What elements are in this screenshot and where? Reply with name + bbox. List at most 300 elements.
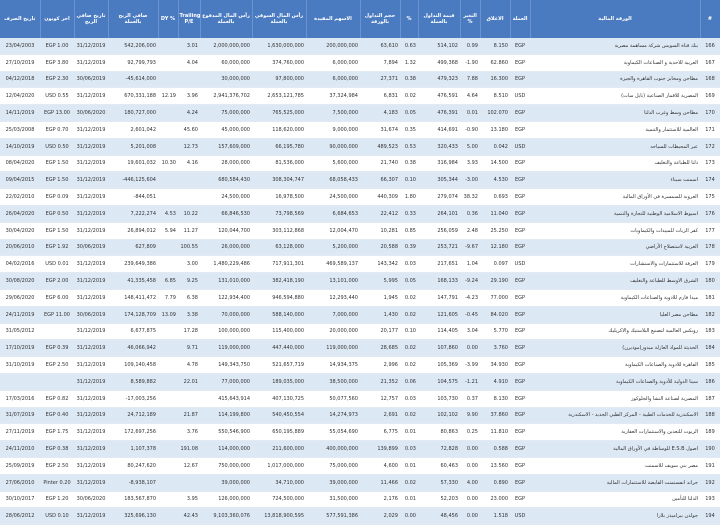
cell-paid-cap: 2,941,376,702 (200, 88, 252, 105)
cell-idx: 168 (700, 71, 720, 88)
table-row[interactable] (0, 457, 720, 474)
table-row[interactable] (0, 491, 720, 508)
cell-chg: 0.00 (460, 508, 480, 525)
cell-value: 256,059 (418, 222, 460, 239)
cell-idx: 177 (700, 222, 720, 239)
cell-profit: 46,066,942 (108, 340, 158, 357)
table-row[interactable] (0, 424, 720, 441)
cell-profit-date: 31/12/2019 (74, 121, 108, 138)
table-row[interactable] (0, 105, 720, 122)
cell-paid-cap: 750,000,000 (200, 457, 252, 474)
cell-pe (178, 474, 200, 491)
cell-dy (158, 138, 178, 155)
cell-mkt-cap: 81,536,000 (252, 155, 306, 172)
cell-idx: 167 (700, 54, 720, 71)
cell-paid-cap: 24,500,000 (200, 189, 252, 206)
cell-paid-cap: 114,000,000 (200, 441, 252, 458)
cell-dy (158, 340, 178, 357)
cell-profit-date: 31/12/2019 (74, 172, 108, 189)
cell-paid-cap: 9,103,360,076 (200, 508, 252, 525)
cell-mkt-cap: 724,500,000 (252, 491, 306, 508)
cell-dy (158, 508, 178, 525)
cell-close: 25.250 (480, 222, 510, 239)
cell-dy (158, 357, 178, 374)
cell-chg: 0.25 (460, 424, 480, 441)
cell-coupon: EGP 1.75 (40, 424, 74, 441)
table-row[interactable] (0, 256, 720, 273)
cell-name[interactable]: المصرية لصناعة النشا والجلوكوز (530, 390, 700, 407)
cell-idx: 182 (700, 306, 720, 323)
table-row[interactable] (0, 222, 720, 239)
cell-chg: -9.24 (460, 273, 480, 290)
column-header-volume[interactable]: حجم التداول بالورقة (360, 0, 400, 38)
cell-name[interactable]: مطاحن مصر العليا (530, 306, 700, 323)
cell-mkt-cap: 407,130,725 (252, 390, 306, 407)
cell-close: 14.500 (480, 155, 510, 172)
cell-chg: 5.00 (460, 138, 480, 155)
table-row[interactable] (0, 273, 720, 290)
cell-close: 11.810 (480, 424, 510, 441)
cell-dy (158, 323, 178, 340)
cell-shares: 9,000,000 (306, 121, 360, 138)
cell-date: 30/10/2017 (0, 491, 40, 508)
cell-idx: 172 (700, 138, 720, 155)
cell-name[interactable]: روبكس العالمية لتصنيع البلاستيك والاكريليك (530, 323, 700, 340)
table-row[interactable] (0, 54, 720, 71)
cell-idx: 190 (700, 441, 720, 458)
cell-profit-date: 31/12/2019 (74, 373, 108, 390)
cell-idx: 173 (700, 155, 720, 172)
cell-volume: 6,775 (360, 424, 400, 441)
cell-mkt-cap: 382,418,190 (252, 273, 306, 290)
cell-profit-date: 31/12/2019 (74, 474, 108, 491)
table-row[interactable] (0, 38, 720, 54)
cell-value: 80,863 (418, 424, 460, 441)
cell-date: 04/02/2016 (0, 256, 40, 273)
cell-coupon: EGP 1.00 (40, 38, 74, 54)
cell-name[interactable]: ميدا فارم للادوية والصناعات الكيماوية (530, 289, 700, 306)
cell-value: 253,721 (418, 239, 460, 256)
cell-shares: 31,500,000 (306, 491, 360, 508)
cell-close: 3.760 (480, 340, 510, 357)
column-header-profit[interactable]: صافي الربح بالعملة (108, 0, 158, 38)
cell-shares: 14,934,375 (306, 357, 360, 374)
cell-paid-cap: 550,546,900 (200, 424, 252, 441)
cell-mkt-cap: 115,400,000 (252, 323, 306, 340)
cell-shares: 6,000,000 (306, 54, 360, 71)
cell-date (0, 373, 40, 390)
cell-value: 60,463 (418, 457, 460, 474)
cell-paid-cap: 120,044,700 (200, 222, 252, 239)
cell-cur: USD (510, 138, 530, 155)
cell-profit-date: 30/06/2019 (74, 71, 108, 88)
cell-cur: EGP (510, 323, 530, 340)
cell-idx: 185 (700, 357, 720, 374)
cell-profit: 5,201,008 (108, 138, 158, 155)
cell-paid-cap: 415,643,914 (200, 390, 252, 407)
cell-shares: 7,500,000 (306, 105, 360, 122)
cell-coupon: EGP 0.50 (40, 205, 74, 222)
cell-mkt-cap: 374,760,000 (252, 54, 306, 71)
table-row[interactable] (0, 441, 720, 458)
cell-date: 23/04/2003 (0, 38, 40, 54)
cell-dy: 7.79 (158, 289, 178, 306)
cell-value: 217,651 (418, 256, 460, 273)
cell-name[interactable]: عبر المحيطات للسياحه (530, 138, 700, 155)
cell-date: 27/06/2010 (0, 474, 40, 491)
cell-name[interactable]: مصر بني سويف للاسمنت (530, 457, 700, 474)
cell-close: 5.770 (480, 323, 510, 340)
cell-dy (158, 424, 178, 441)
cell-mkt-cap: 308,304,747 (252, 172, 306, 189)
cell-chg: 0.01 (460, 105, 480, 122)
cell-dy: 10.30 (158, 155, 178, 172)
cell-volume: 440,309 (360, 189, 400, 206)
cell-profit-date: 31/12/2019 (74, 340, 108, 357)
cell-date: 28/06/2012 (0, 508, 40, 525)
cell-cur: EGP (510, 491, 530, 508)
cell-chg: -0.45 (460, 306, 480, 323)
cell-profit-date: 31/12/2019 (74, 424, 108, 441)
cell-dy (158, 71, 178, 88)
cell-cur: EGP (510, 357, 530, 374)
cell-chg: 0.00 (460, 340, 480, 357)
cell-close: 102.070 (480, 105, 510, 122)
cell-mkt-cap: 1,630,000,000 (252, 38, 306, 54)
cell-close: 16.300 (480, 71, 510, 88)
cell-profit-date: 31/12/2019 (74, 407, 108, 424)
column-header-pct[interactable]: % (400, 0, 418, 38)
cell-volume: 7,894 (360, 54, 400, 71)
cell-name[interactable]: المصرية للاقمار الصناعية (نايل سات) (530, 88, 700, 105)
table-row[interactable] (0, 239, 720, 256)
cell-profit-date: 31/12/2019 (74, 508, 108, 525)
column-header-coupon[interactable]: اخر كوبون (40, 0, 74, 38)
cell-mkt-cap: 13,818,900,595 (252, 508, 306, 525)
cell-cur: EGP (510, 407, 530, 424)
cell-pct: 0.01 (400, 424, 418, 441)
cell-name[interactable]: مطاحن وسط وغرب الدلتا (530, 105, 700, 122)
cell-date: 31/05/2012 (0, 323, 40, 340)
table-row[interactable] (0, 138, 720, 155)
table-row[interactable] (0, 323, 720, 340)
cell-name[interactable]: العرفة للاستثمارات والاستشارات (530, 256, 700, 273)
cell-chg: -3.00 (460, 172, 480, 189)
cell-shares: 90,000,000 (306, 138, 360, 155)
cell-value: 168,133 (418, 273, 460, 290)
cell-coupon: USD 0.55 (40, 88, 74, 105)
cell-coupon: EGP 0.82 (40, 390, 74, 407)
cell-paid-cap: 70,000,000 (200, 306, 252, 323)
cell-name[interactable]: كفر الزيات للمبيدات والكيماويات (530, 222, 700, 239)
cell-name[interactable]: اسيوط الاسلامية الوطنية للتجارة والتنمية (530, 205, 700, 222)
cell-chg: -9.67 (460, 239, 480, 256)
column-header-cur[interactable]: العملة (510, 0, 530, 38)
cell-cur: EGP (510, 189, 530, 206)
cell-name[interactable]: اصول E.S.B للوساطة في الأوراق المالية (530, 441, 700, 458)
cell-pct: 0.53 (400, 138, 418, 155)
cell-dy (158, 474, 178, 491)
column-header-pe[interactable]: Trailing P/E (178, 0, 200, 38)
cell-value: 102,102 (418, 407, 460, 424)
table-row[interactable] (0, 172, 720, 189)
cell-mkt-cap: 540,450,554 (252, 407, 306, 424)
cell-profit: -844,051 (108, 189, 158, 206)
cell-date: 25/03/2008 (0, 121, 40, 138)
cell-name[interactable]: دلتا للطباعة والتغليف (530, 155, 700, 172)
cell-dy: 12.19 (158, 88, 178, 105)
cell-coupon: EGP 11.00 (40, 306, 74, 323)
cell-pct: 0.35 (400, 121, 418, 138)
cell-cur: EGP (510, 373, 530, 390)
cell-name[interactable]: اسمنت سيناء (530, 172, 700, 189)
table-row[interactable] (0, 407, 720, 424)
cell-volume: 489,523 (360, 138, 400, 155)
column-header-value[interactable]: قيمة التداول بالعملة (418, 0, 460, 38)
cell-name[interactable]: مطاحن ومخابز جنوب القاهرة والجيزة (530, 71, 700, 88)
cell-pe: 17.28 (178, 323, 200, 340)
cell-name[interactable]: الشرق الاوسط للطباعة والتغليف (530, 273, 700, 290)
cell-cur: EGP (510, 205, 530, 222)
cell-name[interactable]: العالمية للاستثمار والتنمية (530, 121, 700, 138)
cell-coupon: USD 0.50 (40, 138, 74, 155)
cell-cur: EGP (510, 121, 530, 138)
cell-profit-date: 31/12/2019 (74, 323, 108, 340)
cell-pct: 0.38 (400, 155, 418, 172)
cell-pe: 21.87 (178, 407, 200, 424)
cell-pe: 3.96 (178, 88, 200, 105)
cell-chg: -1.90 (460, 54, 480, 71)
cell-chg: 3.93 (460, 155, 480, 172)
cell-pct: 0.06 (400, 373, 418, 390)
cell-name[interactable]: الدلتا للتأمين (530, 491, 700, 508)
cell-mkt-cap: 34,710,000 (252, 474, 306, 491)
cell-chg: -3.99 (460, 357, 480, 374)
cell-name[interactable]: العربية للاحذية و الصناعات الكيماوية (530, 54, 700, 71)
cell-paid-cap: 75,000,000 (200, 105, 252, 122)
cell-chg: 0.99 (460, 38, 480, 54)
cell-value: 264,101 (418, 205, 460, 222)
cell-close: 8.150 (480, 38, 510, 54)
table-row[interactable] (0, 357, 720, 374)
cell-pct: 0.02 (400, 474, 418, 491)
cell-chg: 0.00 (460, 457, 480, 474)
column-header-date[interactable]: تاريخ الصرف (0, 0, 40, 38)
cell-paid-cap: 45,000,000 (200, 121, 252, 138)
cell-idx: 187 (700, 390, 720, 407)
cell-pct: 0.03 (400, 441, 418, 458)
cell-name[interactable]: العروبة للسمسرة في الأوراق المالية (530, 189, 700, 206)
cell-pe: 4.78 (178, 357, 200, 374)
cell-coupon: EGP 0.38 (40, 441, 74, 458)
cell-name[interactable]: الزيوت للتعدين والاستثمارات العقارية (530, 424, 700, 441)
table-row[interactable] (0, 71, 720, 88)
cell-shares: 119,000,000 (306, 340, 360, 357)
cell-name[interactable]: جولدن بيراميدز بلازا (530, 508, 700, 525)
cell-pe (178, 172, 200, 189)
cell-profit: 183,567,870 (108, 491, 158, 508)
cell-shares: 12,004,470 (306, 222, 360, 239)
cell-coupon: EGP 3.80 (40, 54, 74, 71)
cell-date: 29/06/2020 (0, 289, 40, 306)
table-row[interactable] (0, 289, 720, 306)
cell-name[interactable]: سينا الدولية للأدوية والصناعات الكيماوية (530, 373, 700, 390)
column-header-dy[interactable]: DY % (158, 0, 178, 38)
cell-cur: EGP (510, 38, 530, 54)
column-header-close[interactable]: الاغلاق (480, 0, 510, 38)
cell-mkt-cap: 650,195,889 (252, 424, 306, 441)
cell-close: 8.510 (480, 88, 510, 105)
cell-value: 499,368 (418, 54, 460, 71)
cell-pct: 0.39 (400, 239, 418, 256)
cell-profit-date: 30/06/2020 (74, 105, 108, 122)
column-header-idx[interactable]: # (700, 0, 720, 38)
cell-pct: 0.02 (400, 407, 418, 424)
cell-value: 476,391 (418, 105, 460, 122)
cell-paid-cap: 149,343,750 (200, 357, 252, 374)
cell-dy (158, 239, 178, 256)
cell-close: 62.860 (480, 54, 510, 71)
cell-shares: 400,000,000 (306, 441, 360, 458)
cell-pct: 0.05 (400, 273, 418, 290)
cell-pe: 4.24 (178, 105, 200, 122)
table-row[interactable] (0, 205, 720, 222)
column-header-profit-date[interactable]: تاريخ صافي الربح (74, 0, 108, 38)
cell-coupon: EGP 2.00 (40, 273, 74, 290)
table-row[interactable] (0, 508, 720, 525)
cell-profit-date: 31/12/2019 (74, 155, 108, 172)
table-row[interactable] (0, 121, 720, 138)
cell-close: 4.530 (480, 172, 510, 189)
cell-coupon: EGP 1.20 (40, 491, 74, 508)
cell-coupon: Pinter 0.20 (40, 474, 74, 491)
cell-date: 26/04/2020 (0, 205, 40, 222)
column-header-chg[interactable]: التغير % (460, 0, 480, 38)
cell-idx: 183 (700, 323, 720, 340)
cell-chg: 0.00 (460, 491, 480, 508)
cell-value: 72,828 (418, 441, 460, 458)
cell-profit-date: 31/12/2019 (74, 189, 108, 206)
cell-profit: 109,140,458 (108, 357, 158, 374)
cell-idx: 174 (700, 172, 720, 189)
cell-name[interactable]: جراند انفستمنت القابضة للاستثمارات المالية (530, 474, 700, 491)
cell-name[interactable]: الاسكندرية للخدمات الطبية - المركز الطبي الجديد - الاسكندرية (530, 407, 700, 424)
cell-dy (158, 407, 178, 424)
cell-shares: 13,101,000 (306, 273, 360, 290)
column-header-shares[interactable]: الاسهم المقيدة (306, 0, 360, 38)
cell-paid-cap: 114,199,800 (200, 407, 252, 424)
cell-shares: 37,324,984 (306, 88, 360, 105)
cell-value: 320,433 (418, 138, 460, 155)
cell-close: 37.860 (480, 407, 510, 424)
cell-idx: 184 (700, 340, 720, 357)
cell-value: 48,456 (418, 508, 460, 525)
cell-mkt-cap: 447,440,000 (252, 340, 306, 357)
cell-pct: 1.80 (400, 189, 418, 206)
cell-chg: 4.00 (460, 474, 480, 491)
cell-cur: EGP (510, 441, 530, 458)
cell-profit: 239,649,386 (108, 256, 158, 273)
cell-name[interactable]: العربية لاستصلاح الأراضي (530, 239, 700, 256)
cell-cur: EGP (510, 424, 530, 441)
cell-close: 0.097 (480, 256, 510, 273)
cell-close: 77.000 (480, 289, 510, 306)
cell-profit: 92,799,793 (108, 54, 158, 71)
cell-shares: 24,500,000 (306, 189, 360, 206)
cell-date: 31/07/2019 (0, 407, 40, 424)
cell-pe: 3.76 (178, 424, 200, 441)
cell-mkt-cap: 73,798,569 (252, 205, 306, 222)
table-row[interactable] (0, 155, 720, 172)
cell-profit: 542,206,000 (108, 38, 158, 54)
cell-volume: 4,600 (360, 457, 400, 474)
cell-chg: 9.90 (460, 407, 480, 424)
cell-coupon: EGP 2.50 (40, 357, 74, 374)
cell-profit-date: 31/12/2019 (74, 205, 108, 222)
cell-pct: 0.03 (400, 256, 418, 273)
cell-name[interactable]: الحديثة للمواد العازلة ميدور(موديرن) (530, 340, 700, 357)
cell-profit: 2,601,042 (108, 121, 158, 138)
cell-volume: 2,996 (360, 357, 400, 374)
cell-profit: 148,411,472 (108, 289, 158, 306)
cell-idx: 186 (700, 373, 720, 390)
table-row[interactable] (0, 306, 720, 323)
table-row[interactable] (0, 474, 720, 491)
cell-volume: 21,740 (360, 155, 400, 172)
cell-profit-date: 30/06/2019 (74, 306, 108, 323)
cell-volume: 12,757 (360, 390, 400, 407)
table-row[interactable] (0, 390, 720, 407)
cell-pe: 4.04 (178, 54, 200, 71)
cell-name[interactable]: القاهرة للادوية والصناعات الكيماوية (530, 357, 700, 374)
table-row[interactable] (0, 189, 720, 206)
cell-cur: USD (510, 256, 530, 273)
cell-close: 12.180 (480, 239, 510, 256)
table-row[interactable] (0, 373, 720, 390)
table-row[interactable] (0, 340, 720, 357)
cell-volume: 2,029 (360, 508, 400, 525)
cell-name[interactable]: بنك قناة السويس شركة مساهمة مصرية (530, 38, 700, 54)
cell-date: 17/03/2016 (0, 390, 40, 407)
cell-volume: 2,176 (360, 491, 400, 508)
column-header-paid-cap[interactable]: رأس المال المدفوع بالعملة (200, 0, 252, 38)
column-header-name[interactable]: الورقة المالية (530, 0, 700, 38)
cell-close: 29.190 (480, 273, 510, 290)
cell-volume: 10,281 (360, 222, 400, 239)
cell-profit-date: 31/12/2019 (74, 357, 108, 374)
cell-chg: -0.90 (460, 121, 480, 138)
cell-coupon: EGP 1.50 (40, 155, 74, 172)
cell-pe: 42.43 (178, 508, 200, 525)
cell-chg: 3.04 (460, 323, 480, 340)
cell-volume: 2,691 (360, 407, 400, 424)
cell-date: 25/09/2019 (0, 457, 40, 474)
cell-idx: 170 (700, 105, 720, 122)
cell-pct: 1.32 (400, 54, 418, 71)
column-header-mkt-cap[interactable]: رأس المال السوقي بالعملة (252, 0, 306, 38)
cell-dy (158, 256, 178, 273)
table-row[interactable] (0, 88, 720, 105)
cell-volume: 27,371 (360, 71, 400, 88)
cell-pct: 0.10 (400, 323, 418, 340)
cell-coupon: EGP 0.09 (40, 189, 74, 206)
cell-dy: 6.85 (158, 273, 178, 290)
cell-pe: 9.25 (178, 273, 200, 290)
cell-close: 13.560 (480, 457, 510, 474)
cell-paid-cap: 157,609,000 (200, 138, 252, 155)
cell-pct: 0.02 (400, 306, 418, 323)
cell-cur: EGP (510, 155, 530, 172)
